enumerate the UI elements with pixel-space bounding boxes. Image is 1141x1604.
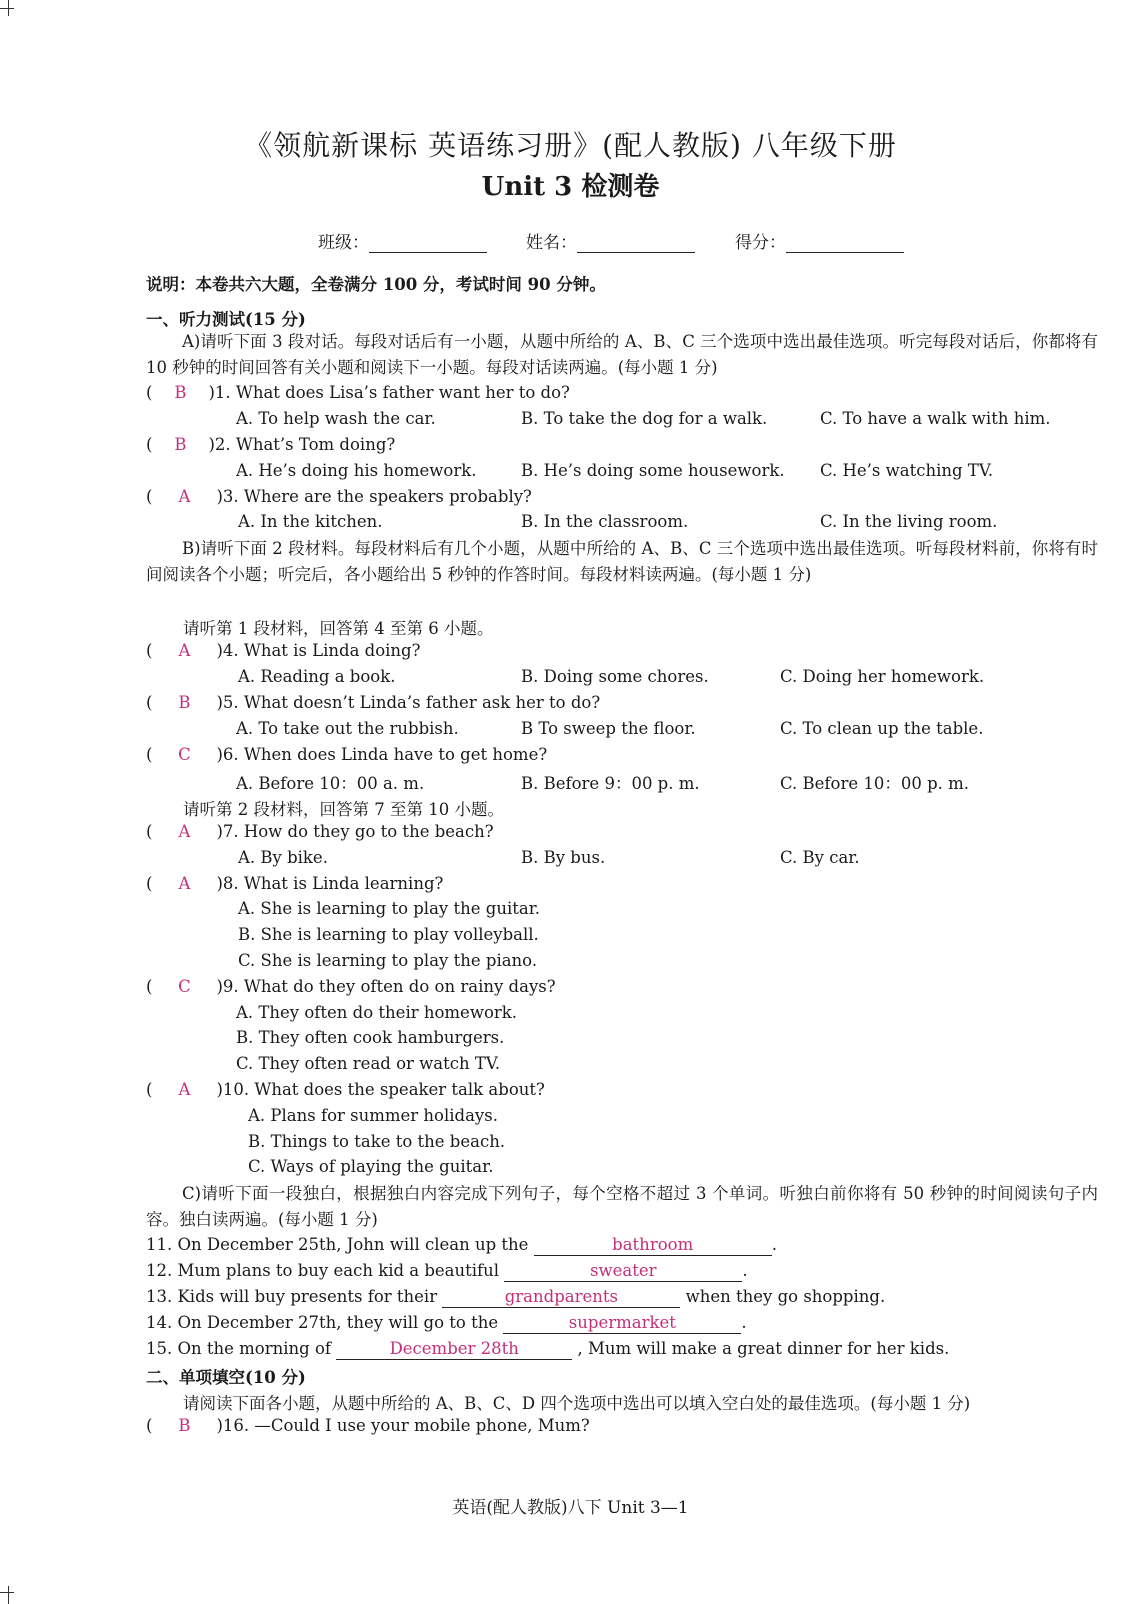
crop-mark — [0, 1592, 14, 1593]
fill-item-12 — [146, 1261, 748, 1282]
question-stem: )2. What’s Tom doing? — [208, 435, 396, 454]
answer: B — [174, 383, 187, 402]
fill-text: when they go shopping. — [685, 1287, 886, 1306]
option-a: A. By bike. — [238, 848, 328, 867]
answer: B — [178, 693, 191, 712]
option-b: B. By bus. — [521, 848, 606, 867]
option-c: C. They often read or watch TV. — [236, 1054, 501, 1073]
score-blank[interactable] — [786, 234, 904, 253]
option-b: B. Before 9：00 p. m. — [521, 774, 700, 793]
option-c: C. She is learning to play the piano. — [238, 951, 538, 970]
fill-item-13 — [146, 1287, 885, 1308]
option-b: B. In the classroom. — [521, 512, 689, 531]
answer: A — [178, 487, 191, 506]
option-c: C. Before 10：00 p. m. — [780, 774, 970, 793]
fill-text: . — [742, 1261, 748, 1280]
fill-answer[interactable]: supermarket — [503, 1313, 741, 1334]
question-7: ( A )7. How do they go to the beach? — [146, 822, 494, 841]
option-b: B. Things to take to the beach. — [248, 1132, 506, 1151]
answer: C — [178, 977, 191, 996]
page-title: 《领航新课标 英语练习册》(配人教版) 八年级下册 — [244, 129, 897, 162]
option-c: C. Doing her homework. — [780, 667, 985, 686]
option-a: A. She is learning to play the guitar. — [238, 899, 541, 918]
instructions: 说明：本卷共六大题，全卷满分 100 分，考试时间 90 分钟。 — [146, 275, 606, 294]
part-a-intro: A)请听下面 3 段对话。每段对话后有一小题，从题中所给的 A、B、C 三个选项中选出最佳选项。听完每段对话后，你都将有 10 秒钟的时间回答有关小题和阅读下一小题。每段对话读两遍。(每小题 1 分) — [146, 332, 1098, 377]
question-stem: )6. When does Linda have to get home? — [216, 745, 548, 764]
option-b: B. He’s doing some housework. — [521, 461, 785, 480]
class-blank[interactable] — [369, 234, 487, 253]
part-c-intro: C)请听下面一段独白，根据独白内容完成下列句子，每个空格不超过 3 个单词。听独白前你将有 50 秒钟的时间阅读句子内容。独白读两遍。(每小题 1 分) — [146, 1184, 1098, 1229]
option-c: C. Ways of playing the guitar. — [248, 1157, 494, 1176]
question-stem: )16. —Could I use your mobile phone, Mum? — [216, 1416, 590, 1435]
question-6: ( C )6. When does Linda have to get home? — [146, 745, 548, 764]
question-1: ( B )1. What does Lisa’s father want her to do? — [146, 383, 570, 402]
question-8: ( A )8. What is Linda learning? — [146, 874, 444, 893]
question-stem: )9. What do they often do on rainy days? — [216, 977, 556, 996]
class-field[interactable] — [318, 228, 487, 253]
option-b: B To sweep the floor. — [521, 719, 696, 738]
page-footer: 英语(配人教版)八下 Unit 3—1 — [452, 1498, 689, 1518]
crop-mark — [0, 8, 14, 9]
crop-mark — [8, 1586, 9, 1604]
material-1-note: 请听第 1 段材料，回答第 4 至第 6 小题。 — [183, 619, 494, 638]
question-stem: )3. Where are the speakers probably? — [216, 487, 532, 506]
option-a: A. In the kitchen. — [238, 512, 383, 531]
fill-text: . — [741, 1313, 747, 1332]
option-a: A. Reading a book. — [238, 667, 396, 686]
page-subtitle: Unit 3 检测卷 — [481, 172, 660, 202]
option-a: A. Plans for summer holidays. — [248, 1106, 498, 1125]
score-field[interactable] — [735, 228, 904, 253]
question-16: ( B )16. —Could I use your mobile phone, Mum? — [146, 1416, 590, 1435]
option-a: A. To take out the rubbish. — [236, 719, 459, 738]
option-b: B. To take the dog for a walk. — [521, 409, 768, 428]
question-stem: )4. What is Linda doing? — [216, 641, 421, 660]
answer: B — [174, 435, 187, 454]
fill-answer[interactable]: bathroom — [534, 1235, 772, 1256]
section-2-title: 二、单项填空(10 分) — [146, 1368, 306, 1387]
question-stem: )1. What does Lisa’s father want her to do? — [208, 383, 570, 402]
name-field[interactable] — [526, 228, 695, 253]
question-2: ( B )2. What’s Tom doing? — [146, 435, 396, 454]
option-c: C. He’s watching TV. — [820, 461, 994, 480]
option-c: C. By car. — [780, 848, 860, 867]
fill-text: . — [771, 1235, 777, 1254]
question-stem: )8. What is Linda learning? — [216, 874, 444, 893]
fill-text: 12. Mum plans to buy each kid a beautiful — [146, 1261, 500, 1280]
option-a: A. They often do their homework. — [236, 1003, 518, 1022]
fill-text: 15. On the morning of — [146, 1339, 331, 1358]
option-c: C. To clean up the table. — [780, 719, 984, 738]
fill-answer[interactable]: sweater — [504, 1261, 742, 1282]
option-b: B. They often cook hamburgers. — [236, 1028, 505, 1047]
fill-item-11 — [146, 1235, 777, 1256]
fill-item-15 — [146, 1339, 949, 1360]
option-b: B. She is learning to play volleyball. — [238, 925, 539, 944]
question-10: ( A )10. What does the speaker talk about? — [146, 1080, 545, 1099]
answer: A — [178, 1080, 191, 1099]
fill-text: 14. On December 27th, they will go to the — [146, 1313, 499, 1332]
material-2-note: 请听第 2 段材料，回答第 7 至第 10 小题。 — [183, 800, 504, 819]
option-a: A. Before 10：00 a. m. — [236, 774, 425, 793]
question-stem: )7. How do they go to the beach? — [216, 822, 494, 841]
option-c: C. To have a walk with him. — [820, 409, 1051, 428]
question-stem: )5. What doesn’t Linda’s father ask her to do? — [216, 693, 601, 712]
answer: A — [178, 874, 191, 893]
fill-text: 11. On December 25th, John will clean up the — [146, 1235, 529, 1254]
name-label: 姓名： — [526, 233, 577, 253]
question-3: ( A )3. Where are the speakers probably? — [146, 487, 532, 506]
section-1-title: 一、听力测试(15 分) — [146, 310, 306, 329]
option-c: C. In the living room. — [820, 512, 998, 531]
answer: C — [178, 745, 191, 764]
answer: B — [178, 1416, 191, 1435]
question-9: ( C )9. What do they often do on rainy days? — [146, 977, 556, 996]
question-stem: )10. What does the speaker talk about? — [216, 1080, 545, 1099]
fill-text: 13. Kids will buy presents for their — [146, 1287, 438, 1306]
answer: A — [178, 641, 191, 660]
fill-item-14 — [146, 1313, 747, 1334]
fill-answer[interactable]: December 28th — [336, 1339, 572, 1360]
fill-text: , Mum will make a great dinner for her kids. — [577, 1339, 950, 1358]
option-a: A. He’s doing his homework. — [236, 461, 477, 480]
option-b: B. Doing some chores. — [521, 667, 709, 686]
answer: A — [178, 822, 191, 841]
name-blank[interactable] — [577, 234, 695, 253]
question-5: ( B )5. What doesn’t Linda’s father ask her to do? — [146, 693, 601, 712]
option-a: A. To help wash the car. — [236, 409, 436, 428]
class-label: 班级： — [318, 233, 369, 253]
question-4: ( A )4. What is Linda doing? — [146, 641, 421, 660]
score-label: 得分： — [735, 233, 786, 253]
part-b-intro: B)请听下面 2 段材料。每段材料后有几个小题，从题中所给的 A、B、C 三个选项中选出最佳选项。听每段材料前，你将有时间阅读各个小题；听完后，各小题给出 5 秒钟的作答时间。每段材料读两遍。(每小题 1 分) — [146, 539, 1098, 584]
fill-answer[interactable]: grandparents — [442, 1287, 680, 1308]
section-2-intro: 请阅读下面各小题，从题中所给的 A、B、C、D 四个选项中选出可以填入空白处的最佳选项。(每小题 1 分) — [183, 1394, 971, 1413]
